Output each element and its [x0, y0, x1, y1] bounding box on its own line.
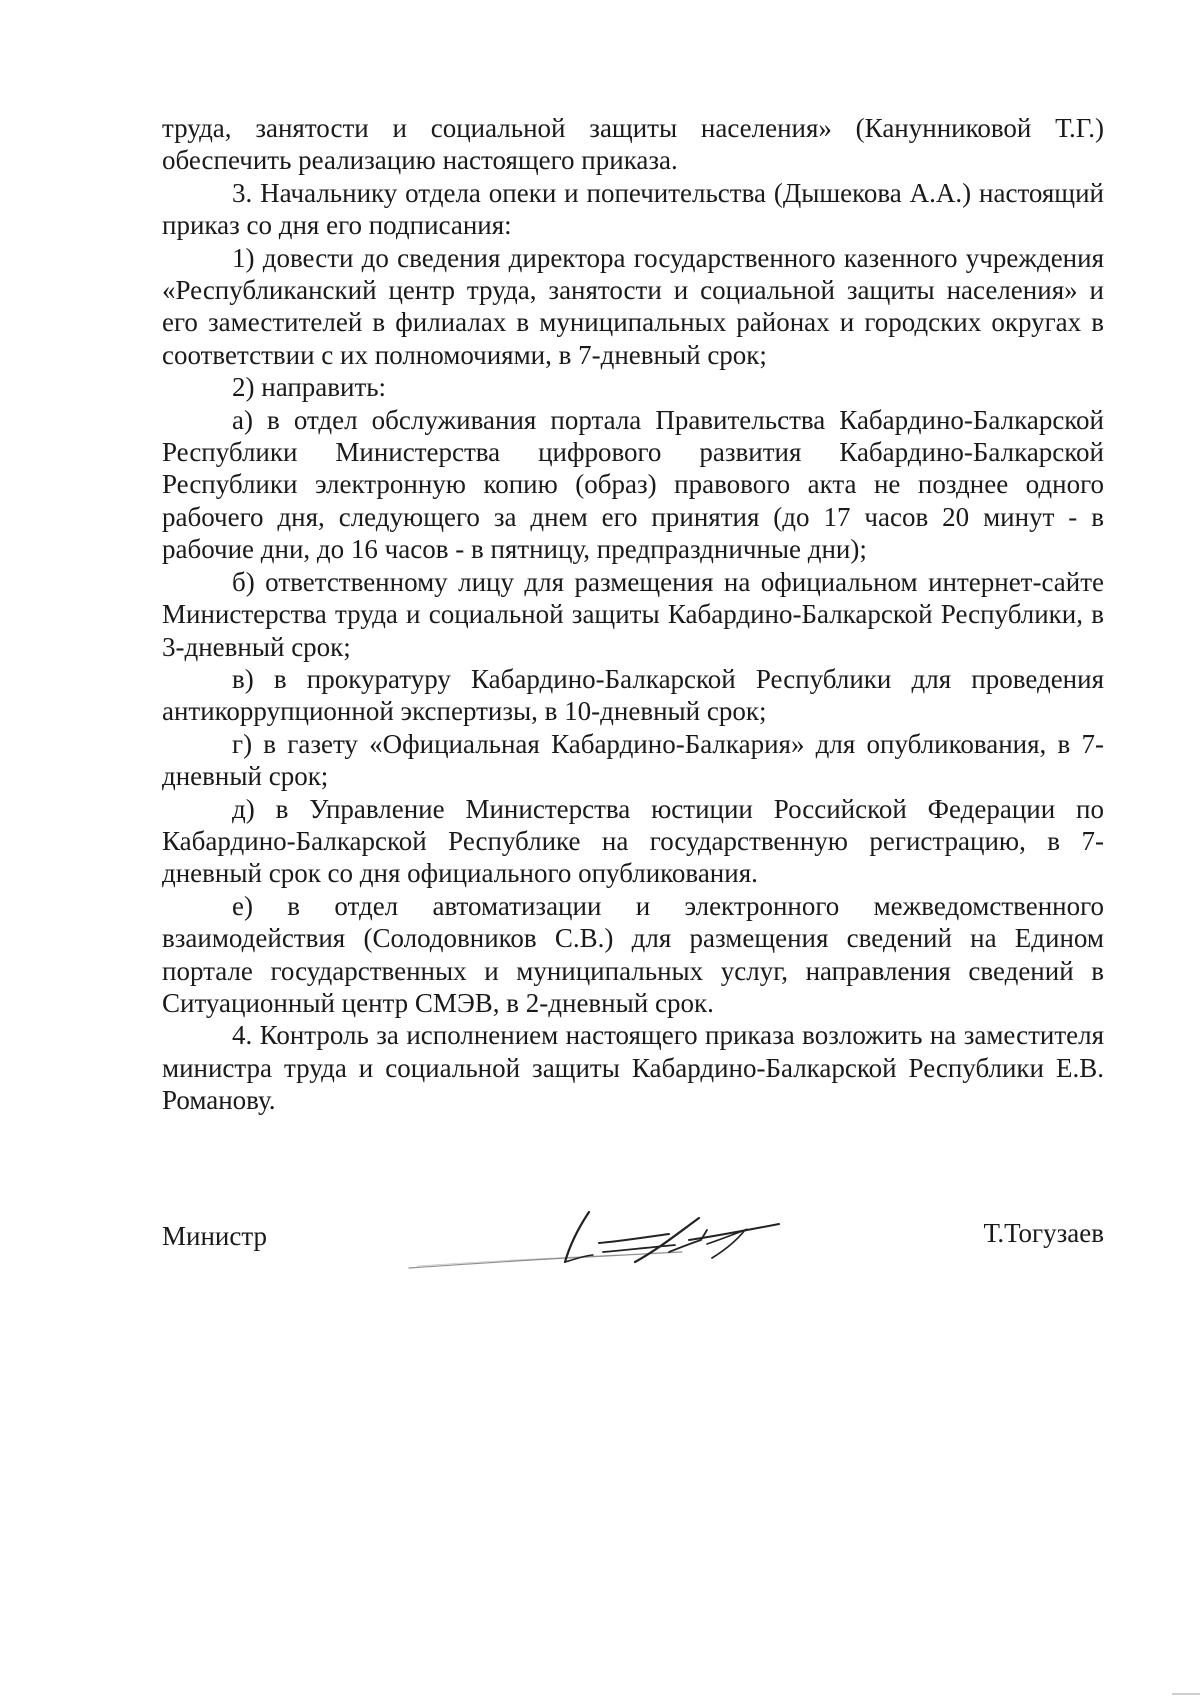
paragraph-subitem-g: г) в газету «Официальная Кабардино-Балкария» для опубликования, в 7-дневный срок;: [162, 728, 1104, 792]
scan-margin-mark: [1172, 1693, 1200, 1695]
signer-name: Т.Тогузаев: [983, 1218, 1104, 1248]
paragraph-subitem-e: е) в отдел автоматизации и электронного межведомственного взаимодействия (Солодовников С.В.) для размещения сведений на Едином портале государственных и муниципальных услуг, направления сведений в Ситуационный центр СМЭВ, в 2-дневный срок.: [162, 890, 1104, 1018]
paragraph-subitem-1: 1) довести до сведения директора государственного казенного учреждения «Республиканский центр труда, занятости и социальной защиты населения» и его заместителей в филиалах в муниципальных районах и городских округах в соответствии с их полномочиями, в 7-дневный срок;: [162, 242, 1104, 370]
handwritten-signature: [407, 1200, 797, 1280]
paragraph-continuation: труда, занятости и социальной защиты населения» (Канунниковой Т.Г.) обеспечить реализацию настоящего приказа.: [162, 113, 1104, 176]
paragraph-item-4: 4. Контроль за исполнением настоящего приказа возложить на заместителя министра труда и социальной защиты Кабардино-Балкарской Республики Е.В. Романову.: [162, 1020, 1104, 1116]
signature-block: [162, 1200, 1104, 1290]
paragraph-item-3: 3. Начальнику отдела опеки и попечительства (Дышекова А.А.) настоящий приказ со дня его подписания:: [162, 177, 1104, 241]
signer-title: Министр: [162, 1221, 267, 1251]
paragraph-subitem-d: д) в Управление Министерства юстиции Российской Федерации по Кабардино-Балкарской Республике на государственную регистрацию, в 7-дневный срок со дня официального опубликования.: [162, 793, 1104, 889]
paragraph-subitem-b: б) ответственному лицу для размещения на официальном интернет-сайте Министерства труда и социальной защиты Кабардино-Балкарской Республики, в 3-дневный срок;: [162, 566, 1104, 662]
paragraph-subitem-v: в) в прокуратуру Кабардино-Балкарской Республики для проведения антикоррупционной экспертизы, в 10-дневный срок;: [162, 663, 1104, 727]
paragraph-subitem-a: а) в отдел обслуживания портала Правительства Кабардино-Балкарской Республики Министерства цифрового развития Кабардино-Балкарской Республики электронную копию (образ) правового акта не позднее одного рабочего дня, следующего за днем его принятия (до 17 часов 20 минут - в рабочие дни, до 16 часов - в пятницу, предпраздничные дни);: [162, 404, 1104, 565]
document-body: [162, 112, 1104, 1117]
paragraph-subitem-2: 2) направить:: [232, 372, 387, 403]
